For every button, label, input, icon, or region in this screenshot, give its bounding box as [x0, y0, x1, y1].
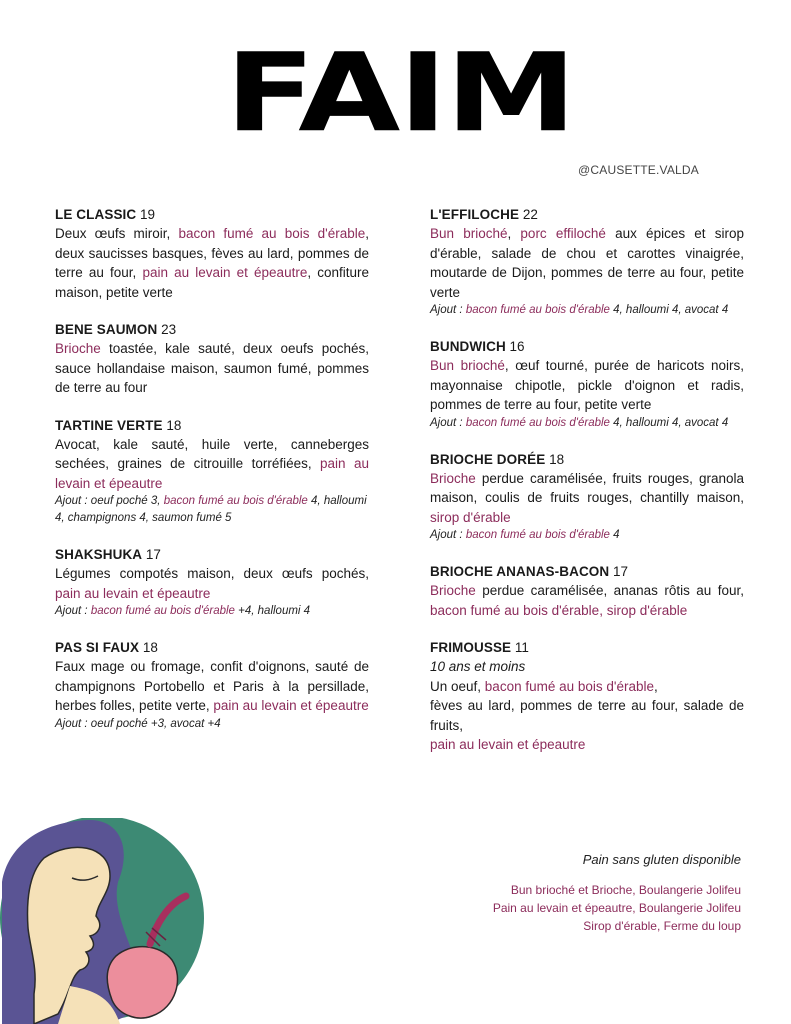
instagram-handle: @CAUSETTE.VALDA: [578, 163, 699, 177]
menu-item: [55, 416, 369, 528]
item-description: [430, 356, 744, 415]
text-segment: Ajout :: [430, 416, 466, 429]
highlighted-term: Brioche: [430, 470, 476, 486]
item-name: PAS SI FAUX: [55, 640, 140, 655]
item-price: 18: [139, 640, 158, 655]
menu-item: [430, 450, 744, 545]
item-price: 18: [545, 451, 565, 467]
text-segment: Légumes compotés maison, deux œufs pochés,: [55, 566, 369, 581]
menu-item: [430, 337, 744, 432]
text-segment: , fèves au lard, pommes de terre au four, salade de fruits,: [430, 678, 744, 733]
text-segment: , confiture maison, petite verte: [55, 265, 370, 300]
item-extras: [430, 527, 744, 544]
highlighted-term: bacon fumé au bois d'érable: [178, 226, 366, 241]
item-description: [430, 469, 744, 528]
supplier-line: Sirop d'érable, Ferme du loup: [583, 919, 741, 933]
highlighted-term: porc effiloché: [520, 226, 606, 241]
text-segment: 4: [609, 529, 620, 541]
item-price: 17: [609, 564, 629, 579]
item-price: 22: [519, 207, 538, 222]
text-segment: 4, halloumi 4, champignons 4, saumon fumé 5: [55, 495, 367, 524]
text-segment: Ajout : oeuf poché +3, avocat +4: [55, 717, 221, 730]
item-subtitle: 10 ans et moins: [430, 659, 526, 674]
text-segment: Ajout :: [430, 529, 466, 541]
item-description: [55, 435, 369, 494]
menu-item: [430, 638, 744, 755]
text-segment: Ajout :: [55, 605, 91, 617]
item-header: [55, 545, 369, 564]
text-segment: +4, halloumi 4: [234, 605, 311, 617]
menu-item: [430, 205, 744, 319]
item-header: [55, 638, 369, 657]
text-segment: aux épices et sirop d'érable, salade de chou et carottes vinaigrée, moutarde de Dijon, pommes de terre au four, petite verte: [430, 226, 744, 300]
menu-item: [430, 562, 744, 620]
item-description: [430, 581, 744, 620]
menu-column-right: [430, 205, 744, 773]
highlighted-term: Bun brioché: [430, 358, 505, 373]
text-segment: ,: [507, 226, 521, 241]
item-description: [430, 677, 744, 755]
text-segment: perdue caramélisée, fruits rouges, granola maison, coulis de fruits rouges, chantilly maison,: [430, 470, 744, 505]
text-segment: , œuf tourné, purée de haricots noirs, mayonnaise chipotle, pickle d'oignon et radis, pommes de terre au four, petite verte: [430, 358, 744, 412]
text-segment: toastée, kale sauté, deux oeufs pochés, sauce hollandaise maison, saumon fumé, pommes de terre au four: [55, 341, 369, 395]
gluten-free-note: Pain sans gluten disponible: [582, 852, 741, 867]
text-segment: Deux œufs miroir,: [55, 226, 179, 241]
text-segment: Ajout :: [430, 304, 466, 316]
item-name: SHAKSHUKA: [55, 547, 143, 562]
item-description: [55, 564, 369, 603]
text-segment: Un oeuf,: [430, 678, 485, 694]
highlighted-term: bacon fumé au bois d'érable: [465, 416, 610, 429]
item-extras: [55, 603, 369, 620]
highlighted-term: bacon fumé au bois d'érable: [465, 304, 610, 316]
highlighted-term: bacon fumé au bois d'érable: [90, 605, 235, 617]
item-description: [55, 224, 369, 302]
item-description: [55, 657, 369, 716]
highlighted-term: Brioche: [55, 341, 101, 356]
item-name: BENE SAUMON: [55, 322, 158, 337]
item-name: LE CLASSIC: [55, 207, 137, 222]
highlighted-term: bacon fumé au bois d'érable: [163, 495, 308, 507]
item-header: [430, 450, 744, 469]
text-segment: Faux mage ou fromage, confit d'oignons, sauté de champignons Portobello et Paris à la persillade, herbes folles, petite verte,: [55, 659, 369, 713]
item-header: [55, 205, 369, 224]
item-name: L'EFFILOCHE: [430, 207, 520, 222]
item-price: 19: [136, 207, 156, 222]
menu-item: [55, 545, 369, 620]
item-extras: [430, 415, 744, 432]
item-name: FRIMOUSSE: [430, 640, 512, 655]
highlighted-term: pain au levain et épeautre: [142, 265, 308, 280]
menu-column-left: [55, 205, 369, 751]
supplier-line: Bun brioché et Brioche, Boulangerie Jolifeu: [510, 883, 741, 897]
item-name: BUNDWICH: [430, 339, 506, 354]
highlighted-term: pain au levain et épeautre: [213, 698, 369, 713]
item-price: 23: [157, 322, 177, 337]
text-segment: 4, halloumi 4, avocat 4: [609, 304, 729, 316]
highlighted-term: pain au levain et épeautre: [55, 585, 211, 601]
highlighted-term: sirop d'érable: [430, 509, 511, 525]
highlighted-term: bacon fumé au bois d'érable: [465, 529, 610, 541]
menu-item: [55, 205, 369, 302]
item-price: 17: [142, 547, 161, 562]
item-header: [55, 320, 369, 339]
highlighted-term: Brioche: [430, 583, 476, 598]
menu-item: [55, 638, 369, 733]
text-segment: perdue caramélisée, ananas rôtis au four,: [475, 583, 744, 598]
highlighted-term: bacon fumé au bois d'érable, sirop d'érable: [430, 602, 688, 618]
text-segment: 4, halloumi 4, avocat 4: [609, 416, 729, 429]
highlighted-term: bacon fumé au bois d'érable: [484, 678, 654, 694]
item-header: [430, 562, 744, 581]
item-name: TARTINE VERTE: [55, 417, 163, 433]
item-price: 18: [162, 417, 182, 433]
footer-notes: [493, 852, 741, 935]
highlighted-term: Bun brioché: [430, 226, 508, 241]
highlighted-term: pain au levain et épeautre: [55, 456, 370, 491]
woman-eating-apple-illustration: [0, 818, 220, 1024]
text-segment: , deux saucisses basques, fèves au lard, pommes de terre au four,: [55, 226, 369, 280]
item-name: BRIOCHE ANANAS-BACON: [430, 564, 610, 579]
item-description: [55, 339, 369, 398]
item-header: [55, 416, 369, 435]
text-segment: Ajout : oeuf poché 3,: [55, 495, 164, 507]
page-title: FAIM: [225, 30, 575, 157]
highlighted-term: pain au levain et épeautre: [430, 737, 586, 752]
supplier-line: Pain au levain et épeautre, Boulangerie Jolifeu: [492, 901, 741, 915]
item-extras: [55, 493, 369, 527]
item-header: [430, 205, 744, 224]
item-price: 16: [505, 339, 525, 354]
item-name: BRIOCHE DORÉE: [430, 451, 546, 467]
item-extras: [55, 716, 369, 733]
item-price: 11: [511, 640, 529, 655]
text-segment: Avocat, kale sauté, huile verte, canneberges sechées, graines de citrouille torréfiées,: [55, 436, 369, 471]
item-header: [430, 337, 744, 356]
item-header: [430, 638, 744, 657]
item-extras: [430, 302, 744, 319]
menu-item: [55, 320, 369, 398]
item-description: [430, 224, 744, 302]
